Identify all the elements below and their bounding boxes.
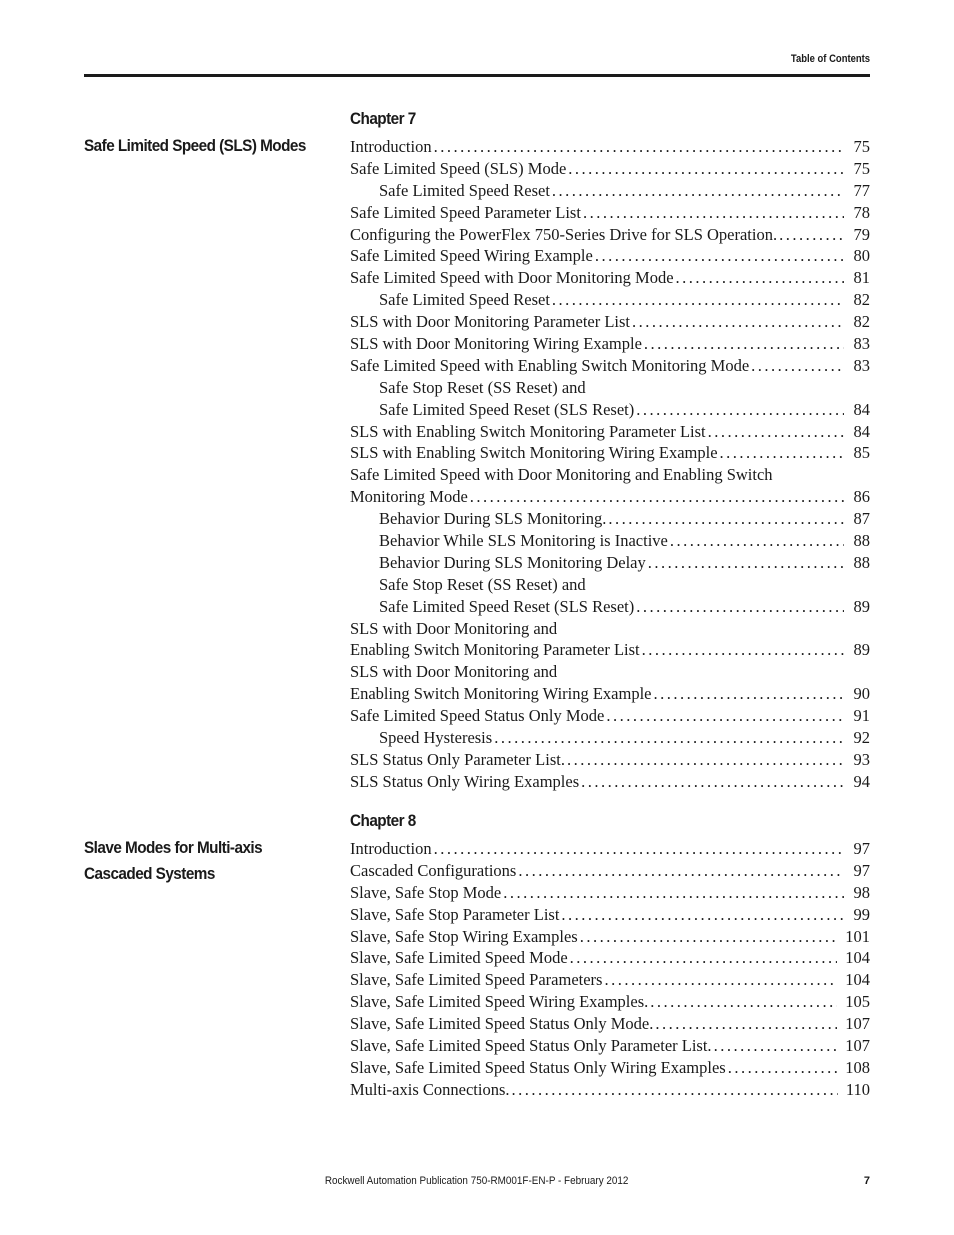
toc-entry-line: [350, 224, 870, 246]
toc-entry-line: [350, 749, 870, 771]
toc-entry-line: [350, 202, 870, 224]
dot-leader: [518, 860, 844, 882]
toc-entry-line: [379, 180, 870, 202]
toc-entry-line: [379, 727, 870, 749]
chapter-label: Chapter 8: [350, 811, 416, 830]
toc-entry[interactable]: [350, 136, 870, 158]
dot-leader: [552, 180, 844, 202]
toc-entry-page: 91: [853, 706, 870, 726]
toc-entry-line: [350, 860, 870, 882]
dot-leader: [708, 421, 844, 443]
toc-entry[interactable]: [350, 267, 870, 289]
toc-entry[interactable]: [350, 1013, 870, 1035]
toc-entry-line: [379, 508, 870, 530]
toc-entry-page: 79: [853, 224, 870, 244]
dot-leader: [606, 705, 844, 727]
toc-entry-title: Configuring the PowerFlex 750-Series Drive for SLS Operation.: [350, 224, 778, 244]
toc-entry[interactable]: [350, 245, 870, 267]
toc-entry-title: Slave, Safe Stop Wiring Examples: [350, 926, 578, 946]
running-head: Table of Contents: [790, 53, 870, 65]
toc-entry-line: [350, 1013, 870, 1035]
toc-entry-title: Behavior During SLS Monitoring.: [379, 509, 607, 529]
toc-entry-page: 83: [853, 334, 870, 354]
toc-entry-title: Safe Limited Speed Wiring Example: [350, 246, 593, 266]
toc-entry-page: 87: [853, 509, 870, 529]
toc-entry[interactable]: [350, 618, 870, 640]
toc-entry-page: 97: [853, 839, 870, 858]
toc-entry-title: Introduction: [350, 839, 432, 858]
dot-leader: [751, 355, 844, 377]
toc-entry-line: [379, 289, 870, 311]
toc-entry-title: Safe Limited Speed with Enabling Switch Monitoring Mode: [350, 355, 750, 375]
toc-entry[interactable]: [350, 224, 870, 246]
toc-entry-title: Slave, Safe Limited Speed Parameters: [350, 970, 603, 990]
toc-entry[interactable]: [350, 991, 870, 1013]
dot-leader: [655, 1013, 837, 1035]
dot-leader: [654, 683, 845, 705]
toc-entry[interactable]: [350, 969, 870, 991]
toc-entry-page: 77: [853, 180, 870, 200]
dot-leader: [644, 333, 844, 355]
dot-leader: [632, 311, 844, 333]
dot-leader: [570, 947, 838, 969]
toc-entry-page: 94: [853, 771, 870, 791]
toc-entry-title: Slave, Safe Stop Mode: [350, 882, 502, 902]
toc-entry-title: Slave, Safe Limited Speed Status Only Mode.: [350, 1014, 654, 1034]
dot-leader: [728, 1057, 838, 1079]
toc-entry-line: [350, 311, 870, 333]
toc-entry-page: 89: [853, 640, 870, 660]
toc-entry-title: SLS with Door Monitoring and: [350, 662, 558, 682]
toc-entry-page: 107: [845, 1014, 870, 1034]
toc-entry-title: Safe Limited Speed with Door Monitoring Mode: [350, 268, 674, 288]
toc-entry-page: 97: [853, 860, 870, 880]
toc-entry[interactable]: [350, 464, 870, 486]
toc-entry[interactable]: [350, 158, 870, 180]
dot-leader: [494, 727, 844, 749]
dot-leader: [583, 202, 844, 224]
toc-entry-page: 88: [853, 552, 870, 572]
toc-entry-line: [350, 421, 870, 443]
toc-entry[interactable]: [350, 705, 870, 727]
toc-entry-page: 107: [845, 1036, 870, 1056]
toc-entry[interactable]: [350, 421, 870, 443]
toc-entry-title: Behavior While SLS Monitoring is Inactive: [379, 531, 668, 551]
chapter-label: Chapter 7: [350, 109, 416, 128]
dot-leader: [470, 486, 844, 508]
toc-entry[interactable]: [350, 442, 870, 464]
toc-entry-page: 105: [845, 992, 870, 1012]
toc-entry-line: [379, 596, 870, 618]
toc-entry-line: [350, 267, 870, 289]
toc-entry-title: SLS Status Only Wiring Examples: [350, 771, 580, 791]
toc-entry-title: Safe Limited Speed Reset (SLS Reset): [379, 596, 635, 616]
toc-entry-title: Enabling Switch Monitoring Wiring Example: [350, 684, 652, 704]
toc-entry-title: Slave, Safe Stop Parameter List: [350, 904, 560, 924]
dot-leader: [567, 749, 844, 771]
toc-entry-title: Safe Stop Reset (SS Reset) and: [379, 377, 586, 397]
dot-leader: [512, 1079, 838, 1101]
toc-entry-page: 98: [853, 882, 870, 902]
toc-entry-line: [350, 926, 870, 948]
toc-entry[interactable]: [350, 1057, 870, 1079]
toc-entry-line: [350, 991, 870, 1013]
toc-entry[interactable]: [350, 1079, 870, 1101]
toc-entry-title: SLS with Door Monitoring and: [350, 618, 558, 638]
dot-leader: [580, 926, 838, 948]
toc-entry-page: 93: [853, 749, 870, 769]
dot-leader: [636, 399, 844, 421]
toc-entry-line: [350, 158, 870, 180]
toc-entry-title: SLS with Door Monitoring Wiring Example: [350, 334, 642, 354]
toc-entry-line: [350, 486, 870, 508]
chapter-title: Slave Modes for Multi-axis Cascaded Systems: [84, 838, 263, 883]
toc-entry-page: 83: [853, 355, 870, 375]
dot-leader: [552, 289, 844, 311]
dot-leader: [720, 442, 844, 464]
toc-entry-page: 82: [853, 312, 870, 332]
toc-entry-title: Enabling Switch Monitoring Parameter List: [350, 640, 640, 660]
toc-entry[interactable]: [350, 289, 870, 311]
toc-entry[interactable]: [350, 639, 870, 661]
toc-entry-line: [350, 904, 870, 926]
toc-entry-page: 104: [845, 948, 870, 968]
dot-leader: [608, 508, 844, 530]
toc-entry-title: Safe Limited Speed Parameter List: [350, 202, 581, 222]
toc-entry[interactable]: [350, 180, 870, 202]
toc-entry[interactable]: [350, 399, 870, 421]
header-rule: [84, 74, 870, 77]
toc-entry-page: 110: [845, 1079, 870, 1099]
toc-entry-title: Safe Limited Speed Reset: [379, 290, 550, 310]
dot-leader: [503, 882, 844, 904]
toc-entry-line: [350, 355, 870, 377]
dot-leader: [581, 771, 844, 793]
dot-leader: [714, 1035, 838, 1057]
toc-list: [350, 838, 870, 1101]
toc-entry[interactable]: [350, 202, 870, 224]
toc-entry-page: 88: [853, 531, 870, 551]
dot-leader: [676, 267, 844, 289]
toc-entry-line: [350, 333, 870, 355]
dot-leader: [434, 838, 844, 860]
toc-entry[interactable]: [350, 947, 870, 969]
toc-entry[interactable]: [350, 926, 870, 948]
toc-entry[interactable]: [350, 860, 870, 882]
toc-entry-title: Safe Limited Speed Status Only Mode: [350, 706, 605, 726]
toc-entry-page: 75: [853, 158, 870, 178]
toc-entry-page: 81: [853, 268, 870, 288]
toc-entry-page: 108: [845, 1057, 870, 1077]
toc-entry-title: Safe Limited Speed Reset (SLS Reset): [379, 399, 635, 419]
toc-entry-page: 92: [853, 728, 870, 748]
toc-entry-title: SLS with Enabling Switch Monitoring Wiring Example: [350, 443, 718, 463]
toc-entry-line: [379, 530, 870, 552]
dot-leader: [636, 596, 844, 618]
toc-entry[interactable]: [350, 574, 870, 596]
toc-entry-line: [350, 683, 870, 705]
toc-entry-title: Slave, Safe Limited Speed Status Only Parameter List.: [350, 1036, 712, 1056]
toc-entry[interactable]: [350, 552, 870, 574]
toc-entry-line: [350, 245, 870, 267]
toc-entry[interactable]: [350, 486, 870, 508]
toc-entry-line: [379, 552, 870, 574]
toc-entry-page: 82: [853, 290, 870, 310]
dot-leader: [561, 904, 844, 926]
chapter-title: Safe Limited Speed (SLS) Modes: [84, 136, 306, 155]
toc-entry-page: 90: [853, 684, 870, 704]
toc-entry[interactable]: [350, 904, 870, 926]
dot-leader: [642, 639, 844, 661]
toc-entry-line: [350, 771, 870, 793]
toc-entry-line: [379, 377, 870, 399]
toc-entry-line: [350, 838, 870, 860]
toc-entry[interactable]: [350, 377, 870, 399]
toc-entry-page: 101: [845, 926, 870, 946]
toc-entry[interactable]: [350, 727, 870, 749]
toc-entry-line: [350, 442, 870, 464]
toc-list: [350, 136, 870, 793]
toc-entry-page: 75: [853, 137, 870, 156]
toc-entry[interactable]: [350, 311, 870, 333]
toc-entry[interactable]: [350, 530, 870, 552]
toc-entry[interactable]: [350, 683, 870, 705]
toc-entry-page: 99: [853, 904, 870, 924]
toc-entry-title: Introduction: [350, 137, 432, 156]
toc-entry-title: SLS with Door Monitoring Parameter List: [350, 312, 631, 332]
toc-entry[interactable]: [350, 508, 870, 530]
toc-entry-line: [350, 618, 870, 640]
toc-entry-title: Speed Hysteresis: [379, 728, 493, 748]
toc-entry-page: 84: [853, 399, 870, 419]
toc-entry-title: Safe Stop Reset (SS Reset) and: [379, 574, 586, 594]
footer-page-number: 7: [863, 1175, 870, 1187]
toc-entry[interactable]: [350, 838, 870, 860]
toc-entry-title: Safe Limited Speed (SLS) Mode: [350, 158, 567, 178]
toc-entry-title: Monitoring Mode: [350, 487, 468, 507]
toc-entry[interactable]: [350, 333, 870, 355]
toc-entry-title: Cascaded Configurations: [350, 860, 517, 880]
toc-entry-line: [379, 399, 870, 421]
toc-entry[interactable]: [350, 661, 870, 683]
toc-entry[interactable]: [350, 882, 870, 904]
dot-leader: [568, 158, 844, 180]
toc-entry[interactable]: [350, 596, 870, 618]
toc-entry-title: Slave, Safe Limited Speed Mode: [350, 948, 568, 968]
toc-entry[interactable]: [350, 355, 870, 377]
dot-leader: [648, 552, 844, 574]
toc-entry-page: 78: [853, 202, 870, 222]
toc-entry-line: [350, 882, 870, 904]
toc-entry-page: 89: [853, 596, 870, 616]
toc-entry-line: [379, 574, 870, 596]
toc-entry-line: [350, 136, 870, 158]
toc-entry-title: Behavior During SLS Monitoring Delay: [379, 552, 646, 572]
footer-publication-text: Rockwell Automation Publication 750-RM001F-EN-P - February 2012: [325, 1175, 629, 1187]
toc-entry-title: Slave, Safe Limited Speed Status Only Wiring Examples: [350, 1057, 726, 1077]
toc-entry-line: [350, 705, 870, 727]
toc-entry-line: [350, 1035, 870, 1057]
toc-entry-page: 80: [853, 246, 870, 266]
dot-leader: [604, 969, 837, 991]
toc-entry-line: [350, 464, 870, 486]
toc-entry-title: SLS with Enabling Switch Monitoring Parameter List: [350, 421, 706, 441]
toc-entry-title: SLS Status Only Parameter List.: [350, 749, 565, 769]
dot-leader: [779, 224, 844, 246]
toc-entry-title: Multi-axis Connections.: [350, 1079, 510, 1099]
toc-entry[interactable]: [350, 749, 870, 771]
dot-leader: [595, 245, 844, 267]
dot-leader: [434, 136, 844, 158]
toc-entry-page: 86: [853, 487, 870, 507]
toc-entry-page: 104: [845, 970, 870, 990]
toc-entry-line: [350, 639, 870, 661]
toc-entry-line: [350, 1057, 870, 1079]
toc-entry-line: [350, 947, 870, 969]
toc-entry[interactable]: [350, 1035, 870, 1057]
toc-entry-title: Safe Limited Speed with Door Monitoring and Enabling Switch: [350, 465, 773, 485]
toc-entry[interactable]: [350, 771, 870, 793]
dot-leader: [650, 991, 837, 1013]
footer-publication: [0, 1175, 954, 1187]
toc-entry-title: Safe Limited Speed Reset: [379, 180, 550, 200]
dot-leader: [670, 530, 844, 552]
toc-entry-page: 84: [853, 421, 870, 441]
toc-entry-line: [350, 661, 870, 683]
toc-entry-line: [350, 969, 870, 991]
toc-entry-line: [350, 1079, 870, 1101]
toc-entry-title: Slave, Safe Limited Speed Wiring Examples.: [350, 992, 649, 1012]
toc-entry-page: 85: [853, 443, 870, 463]
